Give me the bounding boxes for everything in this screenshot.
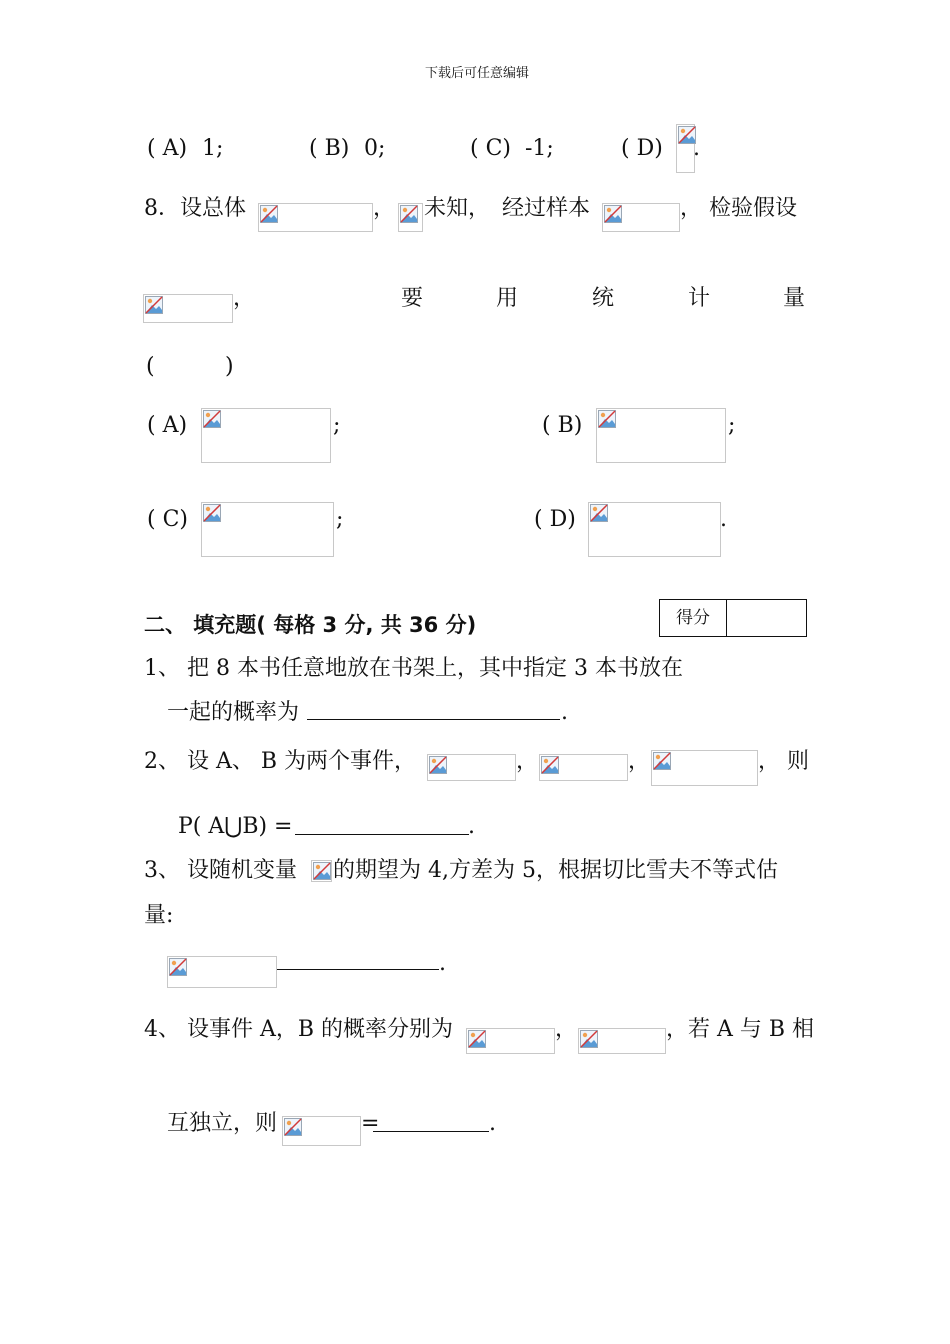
broken-image-icon [653,752,671,770]
fill-q4-eq: = [361,1111,380,1136]
fill-q1-line1: 1、 把 8 本书任意地放在书架上，其中指定 3 本书放在 [144,656,683,681]
score-label: 得分 [676,608,710,628]
fill-q2-blank[interactable] [295,834,469,835]
broken-image-icon [598,410,616,428]
q8-option-b-end: ; [728,413,736,438]
fill-q2-comma-1: ， [516,749,539,774]
fill-q4-line1b: ，若 A 与 B 相 [666,1017,815,1042]
fill-q2-image-1 [427,754,516,781]
q7-option-d-end: . [693,136,700,161]
q7-option-c-label: ( C) [470,136,511,161]
fill-q3-prob-image [167,956,277,988]
broken-image-icon [145,296,163,314]
broken-image-icon [284,1118,302,1136]
q8-option-d-end: . [720,507,727,532]
fill-q4-comma: ， [555,1017,578,1042]
fill-q3-line2: 量: [144,903,174,928]
fill-q2-comma-2: ， [628,749,651,774]
broken-image-icon [541,756,559,774]
broken-image-icon [260,205,278,223]
broken-image-icon [400,205,418,223]
q7-option-a-label: ( A) [147,136,188,161]
fill-q4-image-1 [466,1028,555,1054]
broken-image-icon [313,862,331,880]
fill-q2-end: . [468,814,475,839]
fill-q3-blank[interactable] [277,969,439,970]
fill-q3-line1b: 的期望为 4,方差为 5，根据切比雪夫不等式估 [333,858,778,883]
q8-paren-open: ( [146,354,155,379]
q8-sample-image [602,203,680,232]
q8-param-image [398,203,423,232]
fill-q2-pab: P( A⋃B) = [178,814,293,839]
score-table [659,599,807,637]
fill-q4-line2: 互独立，则 [167,1111,278,1136]
q8-option-c-end: ; [336,507,344,532]
fill-q2-image-2 [539,754,628,781]
score-table-divider [726,600,727,636]
q7-option-b-value: 0; [364,136,386,161]
fill-q4-end: . [489,1111,496,1136]
fill-q1-blank[interactable] [307,719,560,720]
fill-q3-line1a: 3、 设随机变量 [144,858,297,883]
q8-hypothesis-image [143,294,233,323]
section2-title: 二、 填充题( 每格 3 分, 共 36 分) [144,613,477,637]
q7-option-d-label: ( D) [621,136,663,161]
fill-q4-image-2 [578,1028,666,1054]
q8-option-b-label: ( B) [542,413,583,438]
broken-image-icon [590,504,608,522]
broken-image-icon [580,1030,598,1048]
q8-option-c-image [201,502,334,557]
q8-word-4: 计 [688,286,711,311]
q8-unknown: 未知， [424,196,491,221]
q8-test-text: ， 检验假设 [680,196,797,221]
q8-comma: ， [373,196,396,221]
q8-word-1: 要 [401,286,424,311]
q7-option-c-value: -1; [525,136,554,161]
q8-option-a-image [201,408,331,463]
fill-q1-end: . [561,700,568,725]
fill-q3-variable-image [311,860,332,882]
fill-q4-image-3 [282,1116,361,1146]
q8-option-a-end: ; [333,413,341,438]
broken-image-icon [468,1030,486,1048]
fill-q2-text: 2、 设 A、 B 为两个事件， [144,749,417,774]
q8-paren-close: ) [225,354,234,379]
fill-q3-end: . [439,951,446,976]
fill-q2-image-3 [651,750,758,786]
q8-comma2: ， [233,286,256,311]
q8-option-a-label: ( A) [147,413,188,438]
fill-q4-line1a: 4、 设事件 A，B 的概率分别为 [144,1017,454,1042]
broken-image-icon [203,410,221,428]
header-note: 下载后可任意编辑 [425,66,530,81]
fill-q1-line2: 一起的概率为 [167,700,300,725]
q7-option-a-value: 1; [202,136,224,161]
q8-word-2: 用 [496,286,519,311]
broken-image-icon [169,958,187,976]
fill-q4-blank[interactable] [373,1131,489,1132]
q8-word-3: 统 [592,286,615,311]
q8-option-c-label: ( C) [147,507,188,532]
q8-word-5: 量 [783,286,806,311]
q8-option-d-image [588,502,721,557]
q8-sample-text: 经过样本 [502,196,591,221]
broken-image-icon [604,205,622,223]
q8-formula-image [258,203,373,232]
q7-option-b-label: ( B) [309,136,350,161]
broken-image-icon [429,756,447,774]
q8-option-d-label: ( D) [534,507,576,532]
q8-option-b-image [596,408,726,463]
broken-image-icon [203,504,221,522]
fill-q2-then: ， 则 [758,749,809,774]
q8-prefix: 8．设总体 [144,196,246,221]
